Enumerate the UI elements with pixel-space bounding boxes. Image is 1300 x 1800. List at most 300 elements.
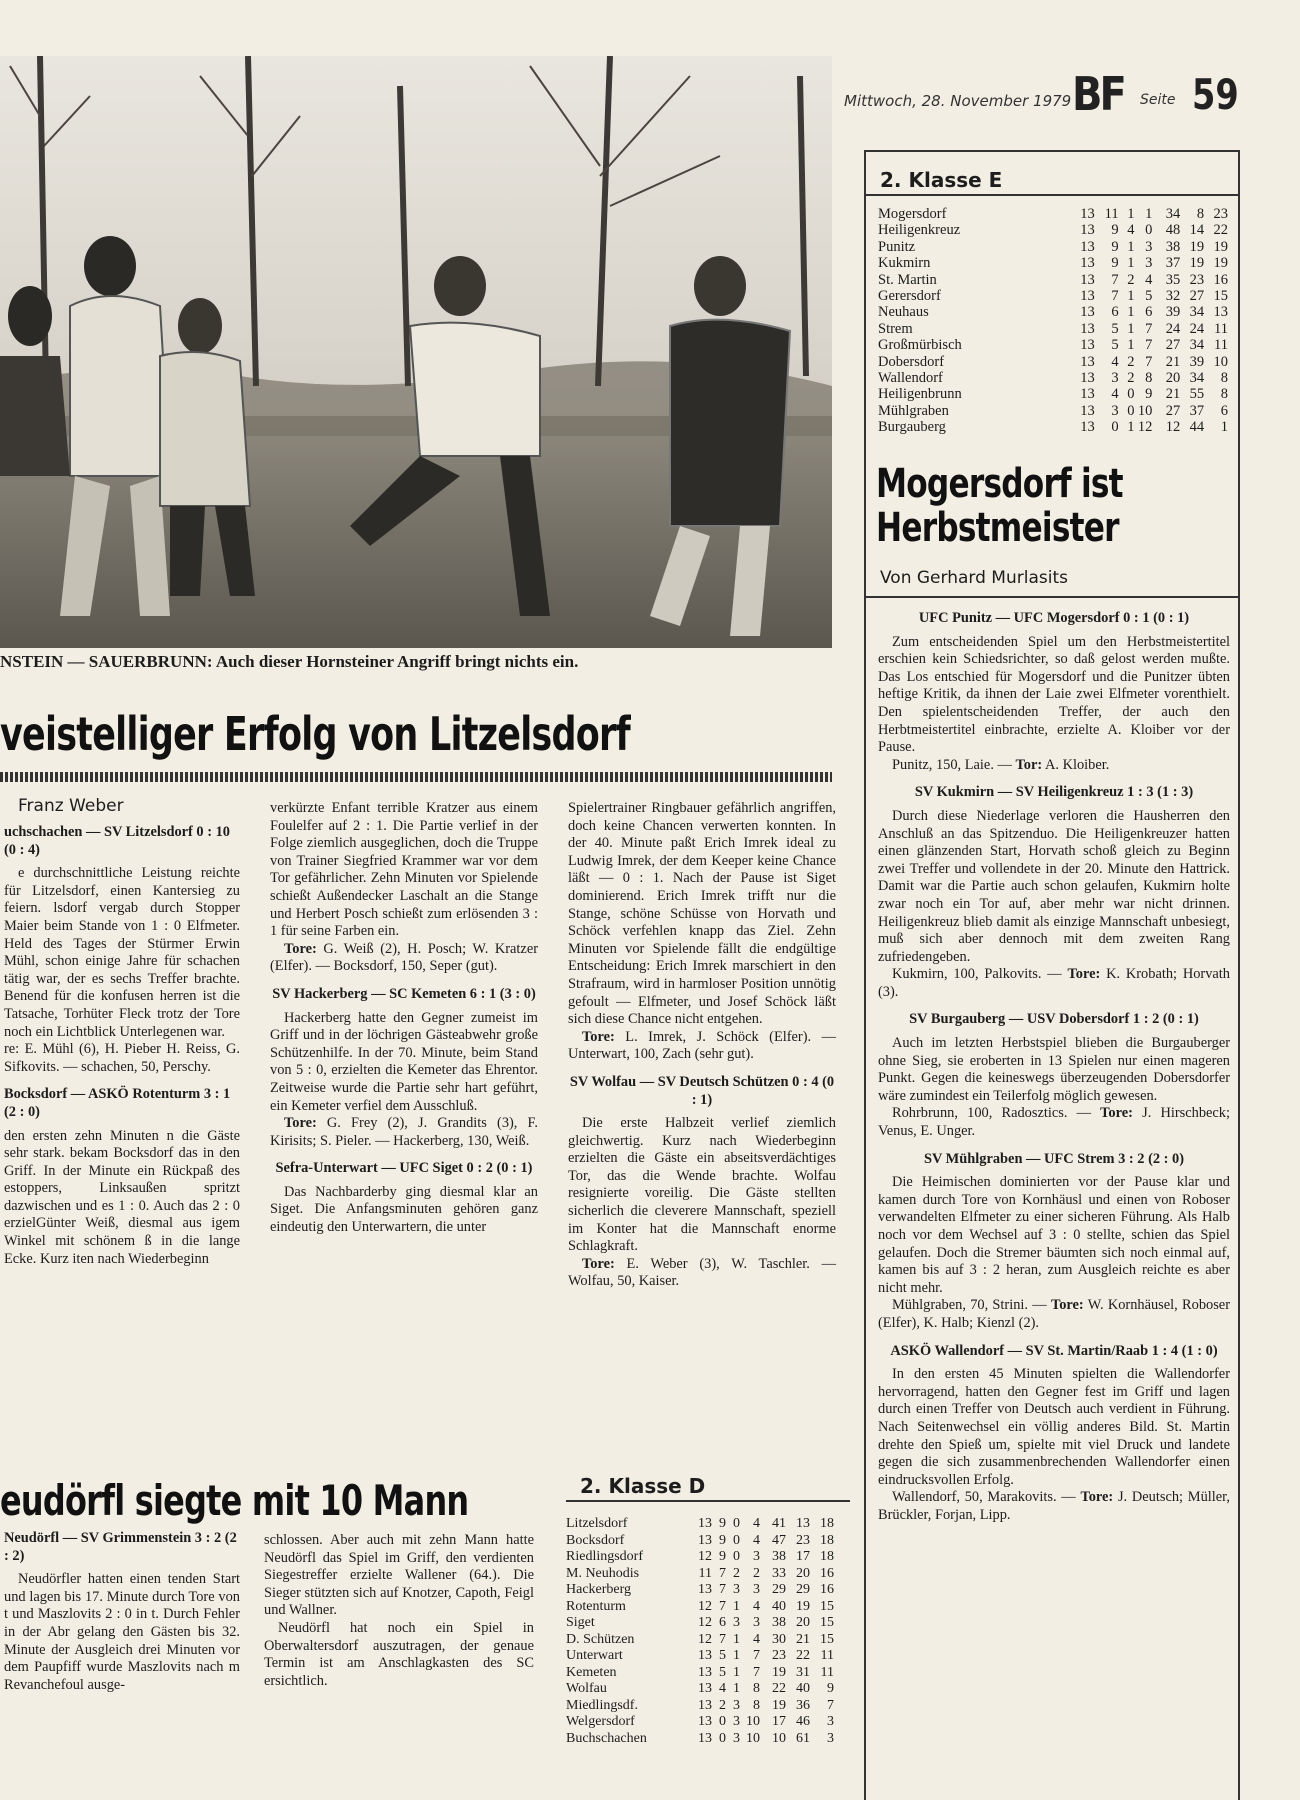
litzelsdorf-column-3 xyxy=(568,800,836,1291)
stat-pkt: 15 xyxy=(820,1598,834,1614)
stat-u: 0 xyxy=(733,1549,740,1564)
match-result: Tore: G. Frey (2), J. Grandits (3), F. Kirisits; S. Pieler. — Hackerberg, 130, Weiß. xyxy=(270,1115,538,1149)
stat-sp: 13 xyxy=(1080,288,1095,305)
match-heading: SV Wolfau — SV Deutsch Schützen 0 : 4 (0 : 1) xyxy=(569,1073,835,1108)
stat-u: 0 xyxy=(733,1516,740,1531)
stat-pkt: 8 xyxy=(1220,370,1228,387)
stat-gt: 17 xyxy=(796,1549,810,1564)
stat-sp: 13 xyxy=(698,1532,712,1548)
stat-n: 9 xyxy=(1145,386,1153,403)
stat-s: 9 xyxy=(1111,222,1119,239)
match-report: In den ersten 45 Minuten spielten die Wallendorfer hervorragend, hatten den Gegner fest im Griff und lagen durch einen Treffer von Deutsch auch verdient in Führung. Nach Seitenwechsel ein völlig anderes Bild. St. Martin drehte den Spieß um, spielte mit viel Druck und landete gegen die sich zusammenbrechenden Wallendorfer einen eindrucksvollen Erfolg. xyxy=(878,1366,1230,1488)
divider xyxy=(866,596,1238,598)
team-name: Rotenturm xyxy=(566,1598,626,1614)
stat-pkt: 11 xyxy=(1214,320,1228,337)
stat-u: 2 xyxy=(1127,271,1135,288)
stat-u: 0 xyxy=(733,1532,740,1548)
stat-n: 10 xyxy=(746,1730,760,1746)
stat-n: 8 xyxy=(753,1697,760,1713)
team-name: Wallendorf xyxy=(878,370,943,387)
stat-gt: 44 xyxy=(1189,419,1205,436)
stat-u: 1 xyxy=(1127,255,1135,272)
stat-pkt: 15 xyxy=(820,1631,834,1647)
headline-litzelsdorf: veistelliger Erfolg von Litzelsdorf xyxy=(0,707,630,761)
stat-tore: 30 xyxy=(772,1631,786,1647)
stat-tore: 32 xyxy=(1165,288,1181,305)
team-name: Kemeten xyxy=(566,1664,617,1680)
stat-tore: 19 xyxy=(772,1664,786,1680)
stat-s: 4 xyxy=(1111,386,1119,403)
photo-caption: NSTEIN — SAUERBRUNN: Auch dieser Hornsteiner Angriff bringt nichts ein. xyxy=(0,652,579,671)
match-report: Spielertrainer Ringbauer gefährlich angriffen, doch keine Chancen verwerten konnten. In der 40. Minute paßt Erich Imrek ideal zu Ludwig Imrek, der dem Keeper keine Chance läßt — 0 : 1. Nach der Pause ist Siget dominierend. Erich Imrek trifft nur die Stange, schöne Schüsse von Horvath und Schöck verfehlen knapp das Ziel. Zehn Minuten vor Spielende fällt die endgültige Entscheidung: Erich Imrek marschiert in den Strafraum, wird in harmloser Position unnötig gefoult — Elfmeter, und Josef Schöck läßt sich diese Chance nicht entgehen. xyxy=(568,800,836,1028)
match-report: Zum entscheidenden Spiel um den Herbstmeistertitel erschien kein Schiedsrichter, so daß gelost werden mußte. Das Los entschied für Mogersdorf und die Punitzer übten heftige Kritik, da ihnen der Laie zwei Elfmeter vorenthielt. Den spielentscheidenden Treffer, der auch den Herbtmeistertitel einbrachte, erzielte A. Kloiber vor der Pause. xyxy=(878,633,1230,756)
stat-tore: 19 xyxy=(772,1697,786,1713)
stat-s: 7 xyxy=(719,1631,726,1647)
stat-gt: 21 xyxy=(796,1631,810,1647)
match-report: verkürzte Enfant terrible Kratzer aus einem Foulelfer auf 2 : 1. Die Partie verlief in der Folge ziemlich ausgeglichen, doch die Truppe von Trainer Siegfried Krammer war vor dem Tor gefährlicher. Zehn Minuten vor Spielende schießt Außendecker Laschalt an die Stange und Herbert Posch schießt zum erlösenden 3 : 1 für seine Farben ein. xyxy=(270,800,538,940)
stat-tore: 23 xyxy=(772,1648,786,1663)
stat-gt: 20 xyxy=(796,1615,810,1630)
stat-gt: 61 xyxy=(796,1730,810,1746)
match-result: Tore: G. Weiß (2), H. Posch; W. Kratzer (Elfer). — Bocksdorf, 150, Seper (gut). xyxy=(270,940,538,975)
stat-sp: 13 xyxy=(698,1664,712,1680)
team-name: Miedlingsdf. xyxy=(566,1697,638,1713)
stat-pkt: 6 xyxy=(1220,402,1228,419)
match-result: Punitz, 150, Laie. — Tor: A. Kloiber. xyxy=(892,756,1110,773)
stat-gt: 19 xyxy=(1189,255,1205,272)
stat-tore: 21 xyxy=(1165,386,1181,403)
table-row xyxy=(566,1516,850,1533)
table-row xyxy=(878,272,1228,288)
stat-tore: 37 xyxy=(1165,255,1181,272)
stat-tore: 33 xyxy=(772,1565,786,1581)
stat-pkt: 16 xyxy=(1213,271,1228,288)
stat-sp: 13 xyxy=(1080,206,1095,222)
stat-u: 1 xyxy=(733,1681,740,1696)
stat-n: 2 xyxy=(753,1565,760,1581)
table-row xyxy=(878,386,1228,402)
stat-gt: 19 xyxy=(1189,238,1205,255)
stat-tore: 17 xyxy=(772,1714,786,1729)
stat-n: 0 xyxy=(1145,222,1153,239)
team-name: Burgauberg xyxy=(878,419,946,436)
stat-sp: 13 xyxy=(1080,353,1095,370)
neudoerfl-column-2 xyxy=(264,1532,534,1690)
stat-tore: 35 xyxy=(1165,271,1181,288)
stat-tore: 21 xyxy=(1165,353,1181,370)
stat-pkt: 18 xyxy=(820,1549,834,1564)
stat-sp: 13 xyxy=(1080,419,1095,436)
table-row xyxy=(566,1632,850,1649)
stat-u: 2 xyxy=(1127,370,1135,387)
stat-s: 3 xyxy=(1111,370,1119,387)
team-name: Mühlgraben xyxy=(878,402,949,419)
stat-pkt: 11 xyxy=(820,1664,834,1680)
stat-sp: 13 xyxy=(1080,320,1095,337)
stat-pkt: 16 xyxy=(820,1565,834,1581)
stat-u: 3 xyxy=(733,1615,740,1630)
match-report: Hackerberg hatte den Gegner zumeist im Griff und in der löchrigen Gästeabwehr große Schützenhilfe. In der 70. Minute, beim Stand von 5 : 0, erzielten die Kemeter das Ehrentor. Zeitweise wurde die Partie sehr hart geführt, ein Kemeter verfiel dem Ausschluß. xyxy=(270,1009,538,1114)
table-title-klasse-d: 2. Klasse D xyxy=(566,1470,850,1502)
stat-sp: 12 xyxy=(698,1549,712,1564)
match-heading: SV Hackerberg — SC Kemeten 6 : 1 (3 : 0) xyxy=(272,985,536,1002)
stat-pkt: 16 xyxy=(820,1582,834,1597)
stat-pkt: 15 xyxy=(820,1615,834,1630)
stat-n: 5 xyxy=(1145,288,1153,305)
stat-s: 11 xyxy=(1104,206,1119,222)
stat-gt: 23 xyxy=(796,1532,810,1548)
stat-n: 8 xyxy=(753,1681,760,1696)
stat-s: 7 xyxy=(719,1565,726,1581)
stat-s: 5 xyxy=(1111,320,1119,337)
match-report: schlossen. Aber auch mit zehn Mann hatte Neudörfl das Spiel im Griff, den verdienten Siegestreffer erzielte Wallener (64.). Die Sieger stützten sich auf Knotzer, Capoth, Feigl und Wallner. xyxy=(264,1532,534,1619)
match-result: Kukmirn, 100, Palkovits. — Tore: K. Krobath; Horvath (3). xyxy=(878,966,1230,1000)
stat-pkt: 11 xyxy=(820,1648,834,1663)
stat-gt: 19 xyxy=(796,1598,810,1614)
stat-sp: 12 xyxy=(698,1615,712,1630)
headline-neudoerfl: eudörfl siegte mit 10 Mann xyxy=(0,1476,469,1525)
stat-n: 4 xyxy=(753,1631,760,1647)
stat-s: 0 xyxy=(719,1730,726,1746)
team-name: St. Martin xyxy=(878,271,937,288)
team-name: Großmürbisch xyxy=(878,337,962,354)
stat-sp: 12 xyxy=(698,1598,712,1614)
team-name: Buchschachen xyxy=(566,1730,647,1746)
stat-n: 1 xyxy=(1145,206,1153,222)
team-name: Litzelsdorf xyxy=(566,1516,628,1531)
stat-tore: 39 xyxy=(1165,304,1181,321)
stat-pkt: 3 xyxy=(827,1730,834,1746)
stat-u: 1 xyxy=(733,1664,740,1680)
table-row xyxy=(566,1714,850,1731)
stat-tore: 27 xyxy=(1165,337,1181,354)
stat-n: 7 xyxy=(753,1648,760,1663)
match-result: Tore: E. Weber (3), W. Taschler. — Wolfau, 50, Kaiser. xyxy=(568,1255,836,1290)
stat-sp: 13 xyxy=(698,1516,712,1531)
stat-gt: 37 xyxy=(1189,402,1205,419)
stat-s: 7 xyxy=(1111,271,1119,288)
stat-tore: 29 xyxy=(772,1582,786,1597)
stat-n: 3 xyxy=(753,1615,760,1630)
stat-n: 4 xyxy=(753,1598,760,1614)
match-result: Mühlgraben, 70, Strini. — Tore: W. Kornhäusel, Roboser (Elfer), K. Halb; Kienzl (2). xyxy=(878,1297,1230,1331)
stat-sp: 13 xyxy=(1080,238,1095,255)
match-report: den ersten zehn Minuten n die Gäste sehr stark. bekam Bocksdorf das in den Griff. In der Minute ein Rückpaß des estoppers, Linksaußen spritzt dazwischen und es 1 : 0. Auch das 2 : 0 erzielGünter Weiß, diesmal aus igem Winkel mit schönem ß in die lange Ecke. Kurz iten nach Wiederbeginn xyxy=(4,1127,240,1267)
match-photo xyxy=(0,56,832,648)
stat-pkt: 3 xyxy=(827,1714,834,1729)
stat-pkt: 23 xyxy=(1213,206,1228,222)
stat-u: 3 xyxy=(733,1730,740,1746)
headline-line-2: Herbstmeister xyxy=(876,505,1119,551)
table-row xyxy=(878,419,1228,435)
stat-s: 4 xyxy=(1111,353,1119,370)
stat-s: 7 xyxy=(719,1582,726,1597)
stat-pkt: 11 xyxy=(1214,337,1228,354)
table-row xyxy=(878,239,1228,255)
table-row xyxy=(878,354,1228,370)
table-row xyxy=(566,1549,850,1566)
team-name: M. Neuhodis xyxy=(566,1565,640,1581)
stat-n: 8 xyxy=(1145,370,1153,387)
stat-gt: 14 xyxy=(1189,222,1205,239)
stat-gt: 27 xyxy=(1189,288,1205,305)
stat-n: 10 xyxy=(1137,402,1153,419)
stat-pkt: 9 xyxy=(827,1681,834,1696)
team-name: Heiligenkreuz xyxy=(878,222,961,239)
match-report: e durchschnittliche Leistung reichte für Litzelsdorf, einen Kantersieg zu feiern. lsdorf vergab durch Stopper Maier beim Stande von 1 : 0 Elfmeter. Held des Tages der Stürmer Erwin Mühl, schon einige Jahre für schachen tätig war, der es sechs Treffer brachte. Benend für die konfusen herren ist die Tatsache, Torhüter Fleck trotz der Tore noch ein Lichtblick Unterlegenen war. xyxy=(4,865,240,1040)
stat-s: 2 xyxy=(719,1697,726,1713)
team-name: D. Schützen xyxy=(566,1631,635,1647)
stat-tore: 38 xyxy=(772,1549,786,1564)
stat-tore: 12 xyxy=(1165,419,1181,436)
stat-sp: 13 xyxy=(698,1648,712,1663)
stat-u: 1 xyxy=(1127,304,1135,321)
stat-u: 2 xyxy=(1127,353,1135,370)
byline-franz-weber: Franz Weber xyxy=(18,796,124,816)
stat-u: 0 xyxy=(1127,402,1135,419)
table-row xyxy=(878,255,1228,271)
team-name: Bocksdorf xyxy=(566,1532,625,1548)
match-heading: SV Mühlgraben — UFC Strem 3 : 2 (2 : 0) xyxy=(923,1150,1185,1167)
stat-s: 9 xyxy=(1111,255,1119,272)
stat-u: 1 xyxy=(1127,206,1135,222)
stat-s: 7 xyxy=(719,1598,726,1614)
stat-u: 1 xyxy=(1127,288,1135,305)
stat-tore: 20 xyxy=(1165,370,1181,387)
stat-n: 7 xyxy=(753,1664,760,1680)
stat-tore: 34 xyxy=(1165,206,1181,222)
table-row xyxy=(566,1698,850,1715)
table-row xyxy=(566,1681,850,1698)
stat-gt: 40 xyxy=(796,1681,810,1696)
match-report: Auch im letzten Herbstspiel blieben die Burgauberger ohne Sieg, sie eroberten in 13 Spielen nur einen mageren Punkt. Gegen die keineswegs überzeugenden Dobersdorfer wäre zumindest ein Teilerfolg möglich gewesen. xyxy=(878,1035,1230,1104)
stat-n: 3 xyxy=(753,1582,760,1597)
stat-pkt: 1 xyxy=(1220,419,1228,436)
article-mogersdorf-body xyxy=(878,600,1230,1525)
table-row xyxy=(878,337,1228,353)
neudoerfl-column-1 xyxy=(4,1530,240,1694)
team-name: Kukmirn xyxy=(878,255,931,272)
stat-s: 5 xyxy=(1111,337,1119,354)
stat-pkt: 15 xyxy=(1213,288,1228,305)
stat-pkt: 13 xyxy=(1213,304,1228,321)
stat-u: 1 xyxy=(1127,238,1135,255)
match-result: Rohrbrunn, 100, Radosztics. — Tore: J. Hirschbeck; Venus, E. Unger. xyxy=(878,1105,1230,1140)
stat-s: 5 xyxy=(719,1648,726,1663)
stat-sp: 13 xyxy=(1080,271,1095,288)
stat-sp: 13 xyxy=(1080,222,1095,239)
table-row xyxy=(878,304,1228,320)
match-heading: ASKÖ Wallendorf — SV St. Martin/Raab 1 : 4 (1 : 0) xyxy=(890,1342,1218,1359)
stat-n: 3 xyxy=(753,1549,760,1564)
match-result: Tore: L. Imrek, J. Schöck (Elfer). — Unterwart, 100, Zach (sehr gut). xyxy=(568,1028,836,1063)
stat-tore: 40 xyxy=(772,1598,786,1614)
stat-s: 7 xyxy=(1111,288,1119,305)
stat-sp: 13 xyxy=(698,1730,712,1746)
match-report: Neudörfler hatten einen tenden Start und lagen bis 17. Minute durch Tore von t und Maszlovits 2 : 0 in t. Durch Fehler in der Abr gelang den Gästen bis 32. Minute der Ausgleich drei Minuten vor dem Paupfiff wurde Maszlovits nach m Revanchefoul ausge- xyxy=(4,1571,240,1693)
team-name: Riedlingsdorf xyxy=(566,1549,643,1564)
match-report: Das Nachbarderby ging diesmal klar an Siget. Die Anfangsminuten gehören ganz eindeutig den Unterwartern, die unter xyxy=(270,1183,538,1236)
stat-pkt: 10 xyxy=(1213,353,1228,370)
stat-pkt: 7 xyxy=(827,1697,834,1713)
football-players-photo xyxy=(0,56,832,648)
team-name: Heiligenbrunn xyxy=(878,386,962,403)
match-result: Wallendorf, 50, Marakovits. — Tore: J. Deutsch; Müller, Brückler, Forjan, Lipp. xyxy=(878,1489,1230,1523)
stat-pkt: 22 xyxy=(1213,222,1228,239)
stat-s: 0 xyxy=(719,1714,726,1729)
match-report: Die erste Halbzeit verlief ziemlich gleichwertig. Kurz nach Wiederbeginn erzielten die Gäste ein abseitsverdächtiges Tor, das die Wende brachte. Wolfau resignierte voreilig. Die Gäste stellten sicherlich die cleverere Mannschaft, speziell im Konter hat die Mannschaft enorme Schlagkraft. xyxy=(568,1115,836,1255)
match-report: Neudörfl hat noch ein Spiel in Oberwaltersdorf auszutragen, der genaue Termin ist am Anschlagkasten des SC ersichtlich. xyxy=(264,1619,534,1689)
team-name: Strem xyxy=(878,320,913,337)
table-row xyxy=(878,206,1228,222)
stat-gt: 36 xyxy=(796,1697,810,1713)
standings-table-klasse-e xyxy=(878,206,1228,436)
stat-sp: 13 xyxy=(1080,370,1095,387)
team-name: Gerersdorf xyxy=(878,288,941,305)
table-row xyxy=(566,1533,850,1550)
stat-u: 3 xyxy=(733,1697,740,1713)
stat-u: 2 xyxy=(733,1565,740,1581)
stat-u: 1 xyxy=(1127,337,1135,354)
stat-u: 0 xyxy=(1127,386,1135,403)
stat-n: 4 xyxy=(753,1516,760,1531)
stat-sp: 13 xyxy=(698,1681,712,1696)
match-heading: Neudörfl — SV Grimmenstein 3 : 2 (2 : 2) xyxy=(4,1530,237,1564)
stat-tore: 27 xyxy=(1165,402,1181,419)
stat-u: 4 xyxy=(1127,222,1135,239)
stat-n: 4 xyxy=(753,1532,760,1548)
stat-sp: 13 xyxy=(1080,402,1095,419)
stat-n: 7 xyxy=(1145,320,1153,337)
stat-gt: 55 xyxy=(1189,386,1205,403)
team-name: Mogersdorf xyxy=(878,206,947,222)
standings-table-klasse-d xyxy=(566,1516,850,1747)
stat-pkt: 18 xyxy=(820,1532,834,1548)
table-title-klasse-e: 2. Klasse E xyxy=(866,164,1238,196)
team-name: Dobersdorf xyxy=(878,353,945,370)
stat-tore: 22 xyxy=(772,1681,786,1696)
stat-gt: 24 xyxy=(1189,320,1205,337)
match-heading: Sefra-Unterwart — UFC Siget 0 : 2 (0 : 1) xyxy=(275,1160,533,1177)
page-header xyxy=(840,64,1240,124)
stat-s: 5 xyxy=(719,1664,726,1680)
match-report: Die Heimischen dominierten vor der Pause klar und kamen durch Tore von Kornhäusl und einen von Roboser verwandelten Elfmeter zu einer sicheren Führung. Als Halb noch vor dem Wechsel auf 3 : 0 stellte, schien das Spiel gelaufen. Doch die Stremer bäumten sich noch einmal auf, kamen bis auf 3 : 2 heran, zum Ausgleich reichte es aber nicht mehr. xyxy=(878,1174,1230,1296)
stat-gt: 31 xyxy=(796,1664,810,1680)
stat-sp: 12 xyxy=(698,1631,712,1647)
stat-n: 3 xyxy=(1145,238,1153,255)
stat-sp: 13 xyxy=(1080,255,1095,272)
stat-gt: 20 xyxy=(796,1565,810,1581)
stat-pkt: 18 xyxy=(820,1516,834,1531)
issue-date: Mittwoch, 28. November 1979 xyxy=(844,92,1072,110)
litzelsdorf-column-1 xyxy=(4,824,240,1268)
stat-n: 3 xyxy=(1145,255,1153,272)
stat-s: 3 xyxy=(1111,402,1119,419)
stat-sp: 13 xyxy=(1080,304,1095,321)
table-row xyxy=(566,1599,850,1616)
stat-s: 4 xyxy=(719,1681,726,1696)
match-heading: SV Burgauberg — USV Dobersdorf 1 : 2 (0 : 1) xyxy=(909,1011,1199,1028)
stat-gt: 22 xyxy=(796,1648,810,1663)
stat-s: 0 xyxy=(1111,419,1119,436)
table-row xyxy=(878,288,1228,304)
stat-tore: 24 xyxy=(1165,320,1181,337)
stat-gt: 34 xyxy=(1189,370,1205,387)
match-heading: uchschachen — SV Litzelsdorf 0 : 10 (0 : 4) xyxy=(4,824,230,858)
stat-sp: 13 xyxy=(698,1697,712,1713)
team-name: Punitz xyxy=(878,238,916,255)
stat-tore: 41 xyxy=(772,1516,786,1531)
stat-tore: 47 xyxy=(772,1532,786,1548)
stat-sp: 13 xyxy=(698,1582,712,1597)
stat-tore: 38 xyxy=(772,1615,786,1630)
stat-n: 6 xyxy=(1145,304,1153,321)
match-report: Durch diese Niederlage verloren die Hausherren den Anschluß an das Spitzenduo. Die Heiligenkreuzer hatten einen glänzenden Start, Horvath schoß gleich zu Beginn zwei Treffer und vollendete in der 20. Minute den Hattrick. Damit war die Partie auch schon gelaufen, Kukmirn holte zwar noch ein Tor auf, aber mehr war nicht drinnen. Heiligenkreuz blieb damit als einzige Mannschaft unbesiegt, muß sich aber dennoch mit dem zweiten Rang zufriedengeben. xyxy=(878,807,1230,965)
stat-pkt: 19 xyxy=(1213,255,1228,272)
stat-s: 6 xyxy=(719,1615,726,1630)
stat-gt: 8 xyxy=(1196,206,1205,222)
headline-line-1: Mogersdorf ist xyxy=(876,461,1123,507)
stat-n: 7 xyxy=(1145,337,1153,354)
stat-u: 1 xyxy=(733,1598,740,1614)
team-name: Hackerberg xyxy=(566,1582,632,1597)
match-heading: SV Kukmirn — SV Heiligenkreuz 1 : 3 (1 : 3) xyxy=(914,784,1194,801)
match-result: re: E. Mühl (6), H. Pieber H. Reiss, G. Sifkovits. — schachen, 50, Perschy. xyxy=(4,1041,240,1075)
table-row xyxy=(566,1566,850,1583)
team-name: Unterwart xyxy=(566,1648,623,1663)
table-row xyxy=(878,403,1228,419)
team-name: Siget xyxy=(566,1615,595,1630)
stat-gt: 13 xyxy=(796,1516,810,1531)
stat-s: 9 xyxy=(719,1532,726,1548)
newspaper-logo: BF xyxy=(1072,68,1124,122)
stat-s: 9 xyxy=(719,1516,726,1531)
litzelsdorf-column-2 xyxy=(270,800,538,1237)
stat-gt: 29 xyxy=(796,1582,810,1597)
stat-u: 3 xyxy=(733,1582,740,1597)
stat-gt: 23 xyxy=(1189,271,1205,288)
stat-sp: 13 xyxy=(698,1714,712,1729)
stat-n: 7 xyxy=(1145,353,1153,370)
stat-tore: 48 xyxy=(1165,222,1181,239)
table-row xyxy=(878,222,1228,238)
table-row xyxy=(566,1582,850,1599)
stat-n: 12 xyxy=(1137,419,1153,436)
page-number: 59 xyxy=(1192,70,1239,119)
table-row xyxy=(566,1665,850,1682)
stat-sp: 13 xyxy=(1080,337,1095,354)
team-name: Neuhaus xyxy=(878,304,929,321)
stat-s: 6 xyxy=(1111,304,1119,321)
team-name: Wolfau xyxy=(566,1681,607,1696)
stat-gt: 39 xyxy=(1189,353,1205,370)
match-heading: Bocksdorf — ASKÖ Rotenturm 3 : 1 (2 : 0) xyxy=(4,1086,231,1120)
stat-s: 9 xyxy=(719,1549,726,1564)
headline-mogersdorf xyxy=(876,462,1123,550)
team-name: Welgersdorf xyxy=(566,1714,635,1729)
stat-u: 1 xyxy=(1127,320,1135,337)
stat-gt: 46 xyxy=(796,1714,810,1729)
table-row xyxy=(878,321,1228,337)
stat-tore: 38 xyxy=(1165,238,1181,255)
page-label: Seite xyxy=(1140,92,1176,108)
stat-n: 10 xyxy=(746,1714,760,1729)
stat-u: 3 xyxy=(733,1714,740,1729)
byline-gerhard: Von Gerhard Murlasits xyxy=(880,568,1068,588)
stat-pkt: 19 xyxy=(1213,238,1228,255)
table-row xyxy=(566,1648,850,1665)
stat-s: 9 xyxy=(1111,238,1119,255)
